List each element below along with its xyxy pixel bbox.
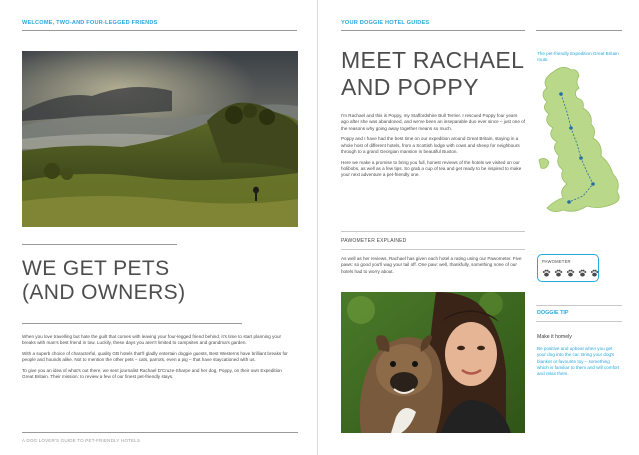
map-pin-icon (559, 92, 563, 96)
right-paragraph: Poppy and I have had the best time on our expedition around Great Britain, staying in a whole host of different hotels, from a Scottish lodge with cows and sheep for neighbours through to a grand Georgian mansion in beautiful Buxton. (341, 136, 520, 154)
tip-rule (536, 305, 622, 306)
map-pin-icon (569, 126, 573, 130)
pawometer-label: PAWOMETER (542, 259, 571, 264)
map-pin-icon (567, 200, 571, 204)
right-paragraph: Here we make a promise to bring you full, honest reviews of the hotels we visited on our holibobs, as well as a few tips. So grab a cup of tea and get ready to be inspired to make your next adventure a pet-friendly one. (341, 159, 522, 178)
map-pin-icon (579, 156, 583, 160)
paw-icon (542, 269, 551, 277)
pawmeter-rule-2 (341, 249, 525, 250)
tip-text: Be positive and upbeat when you get your dog into the car. Bring your dog's blanket or favourite toy – something which is familiar to them and will comfort and relax them. (537, 346, 620, 377)
paw-icon (590, 269, 599, 277)
right-headline-line2: AND POPPY (341, 74, 479, 100)
pawometer-box (537, 254, 599, 282)
left-headline-rule (22, 244, 177, 245)
paw-icon (554, 269, 563, 277)
right-page (319, 0, 639, 455)
left-paragraph: With a superb choice of characterful, quality GB hotels that'll gladly entertain doggie guests, Best Westerns have brilliant breaks for people and hounds alike. Not to mention the other pets – cats, parrots, even a pig – that have staycationed with us. (22, 351, 288, 363)
paw-icon (566, 269, 575, 277)
pawmeter-heading: PAWOMETER EXPLAINED (341, 238, 407, 244)
map-pin-icon (591, 182, 595, 186)
doggie-tip-label: DOGGIE TIP (537, 310, 569, 316)
left-paragraph: To give you an idea of what's out there, we sent journalist Rachael D'Cruze-Sharpe and her dog, Poppy, on their own Expedition Great Britain. Their mission: to review a few of our finest pet-friendly stays. (22, 368, 282, 380)
left-paragraph: When you love travelling but hate the guilt that comes with leaving your four-legged friend behind, it's time to start planning your breaks with man's best friend in tow. Luckily, these days you aren't limited to campsites and grandma's garden. (22, 334, 282, 346)
route-map (533, 64, 625, 234)
page-footer: A DOG LOVER'S GUIDE TO PET-FRIENDLY HOTELS (22, 438, 141, 443)
right-paragraph: I'm Rachael and this is Poppy, my Staffordshire Bull Terrier. I rescued Poppy four years ago after she was abandoned, and we've been an inseparable duo ever since – just one of the reasons why going away together means so much. (341, 113, 525, 131)
sidebar-top-rule (536, 30, 622, 31)
left-body-text (22, 334, 294, 385)
left-top-rule (22, 30, 297, 31)
right-section-label: YOUR DOGGIE HOTEL GUIDES (341, 20, 430, 26)
pawmeter-text: As well as her reviews, Rachael has given each hotel a rating using our Pawometer. Five paws: so good you'll wag your tail off. One paw: well, thankfully, something none of our hotels had to worry about. (341, 256, 522, 274)
rachael-and-poppy-photo (341, 292, 525, 433)
tip-rule-2 (536, 321, 622, 322)
left-body-rule (22, 323, 242, 324)
map-caption: The pet-friendly Expedition Great Britain route. (537, 51, 619, 63)
left-headline-line1: WE GET PETS (22, 257, 170, 280)
tip-title: Make it homely (537, 334, 572, 340)
left-headline-line2: (AND OWNERS) (22, 281, 186, 304)
left-page (0, 0, 318, 455)
right-top-rule (341, 30, 525, 31)
pawmeter-rule (341, 231, 525, 232)
pawometer-paws (542, 269, 599, 277)
right-headline-line1: MEET RACHAEL (341, 47, 525, 73)
left-footer-rule (22, 432, 298, 433)
left-section-label: WELCOME, TWO-AND FOUR-LEGGED FRIENDS (22, 20, 158, 26)
right-body-text (341, 113, 525, 183)
paw-icon (578, 269, 587, 277)
landscape-photo (22, 51, 298, 227)
